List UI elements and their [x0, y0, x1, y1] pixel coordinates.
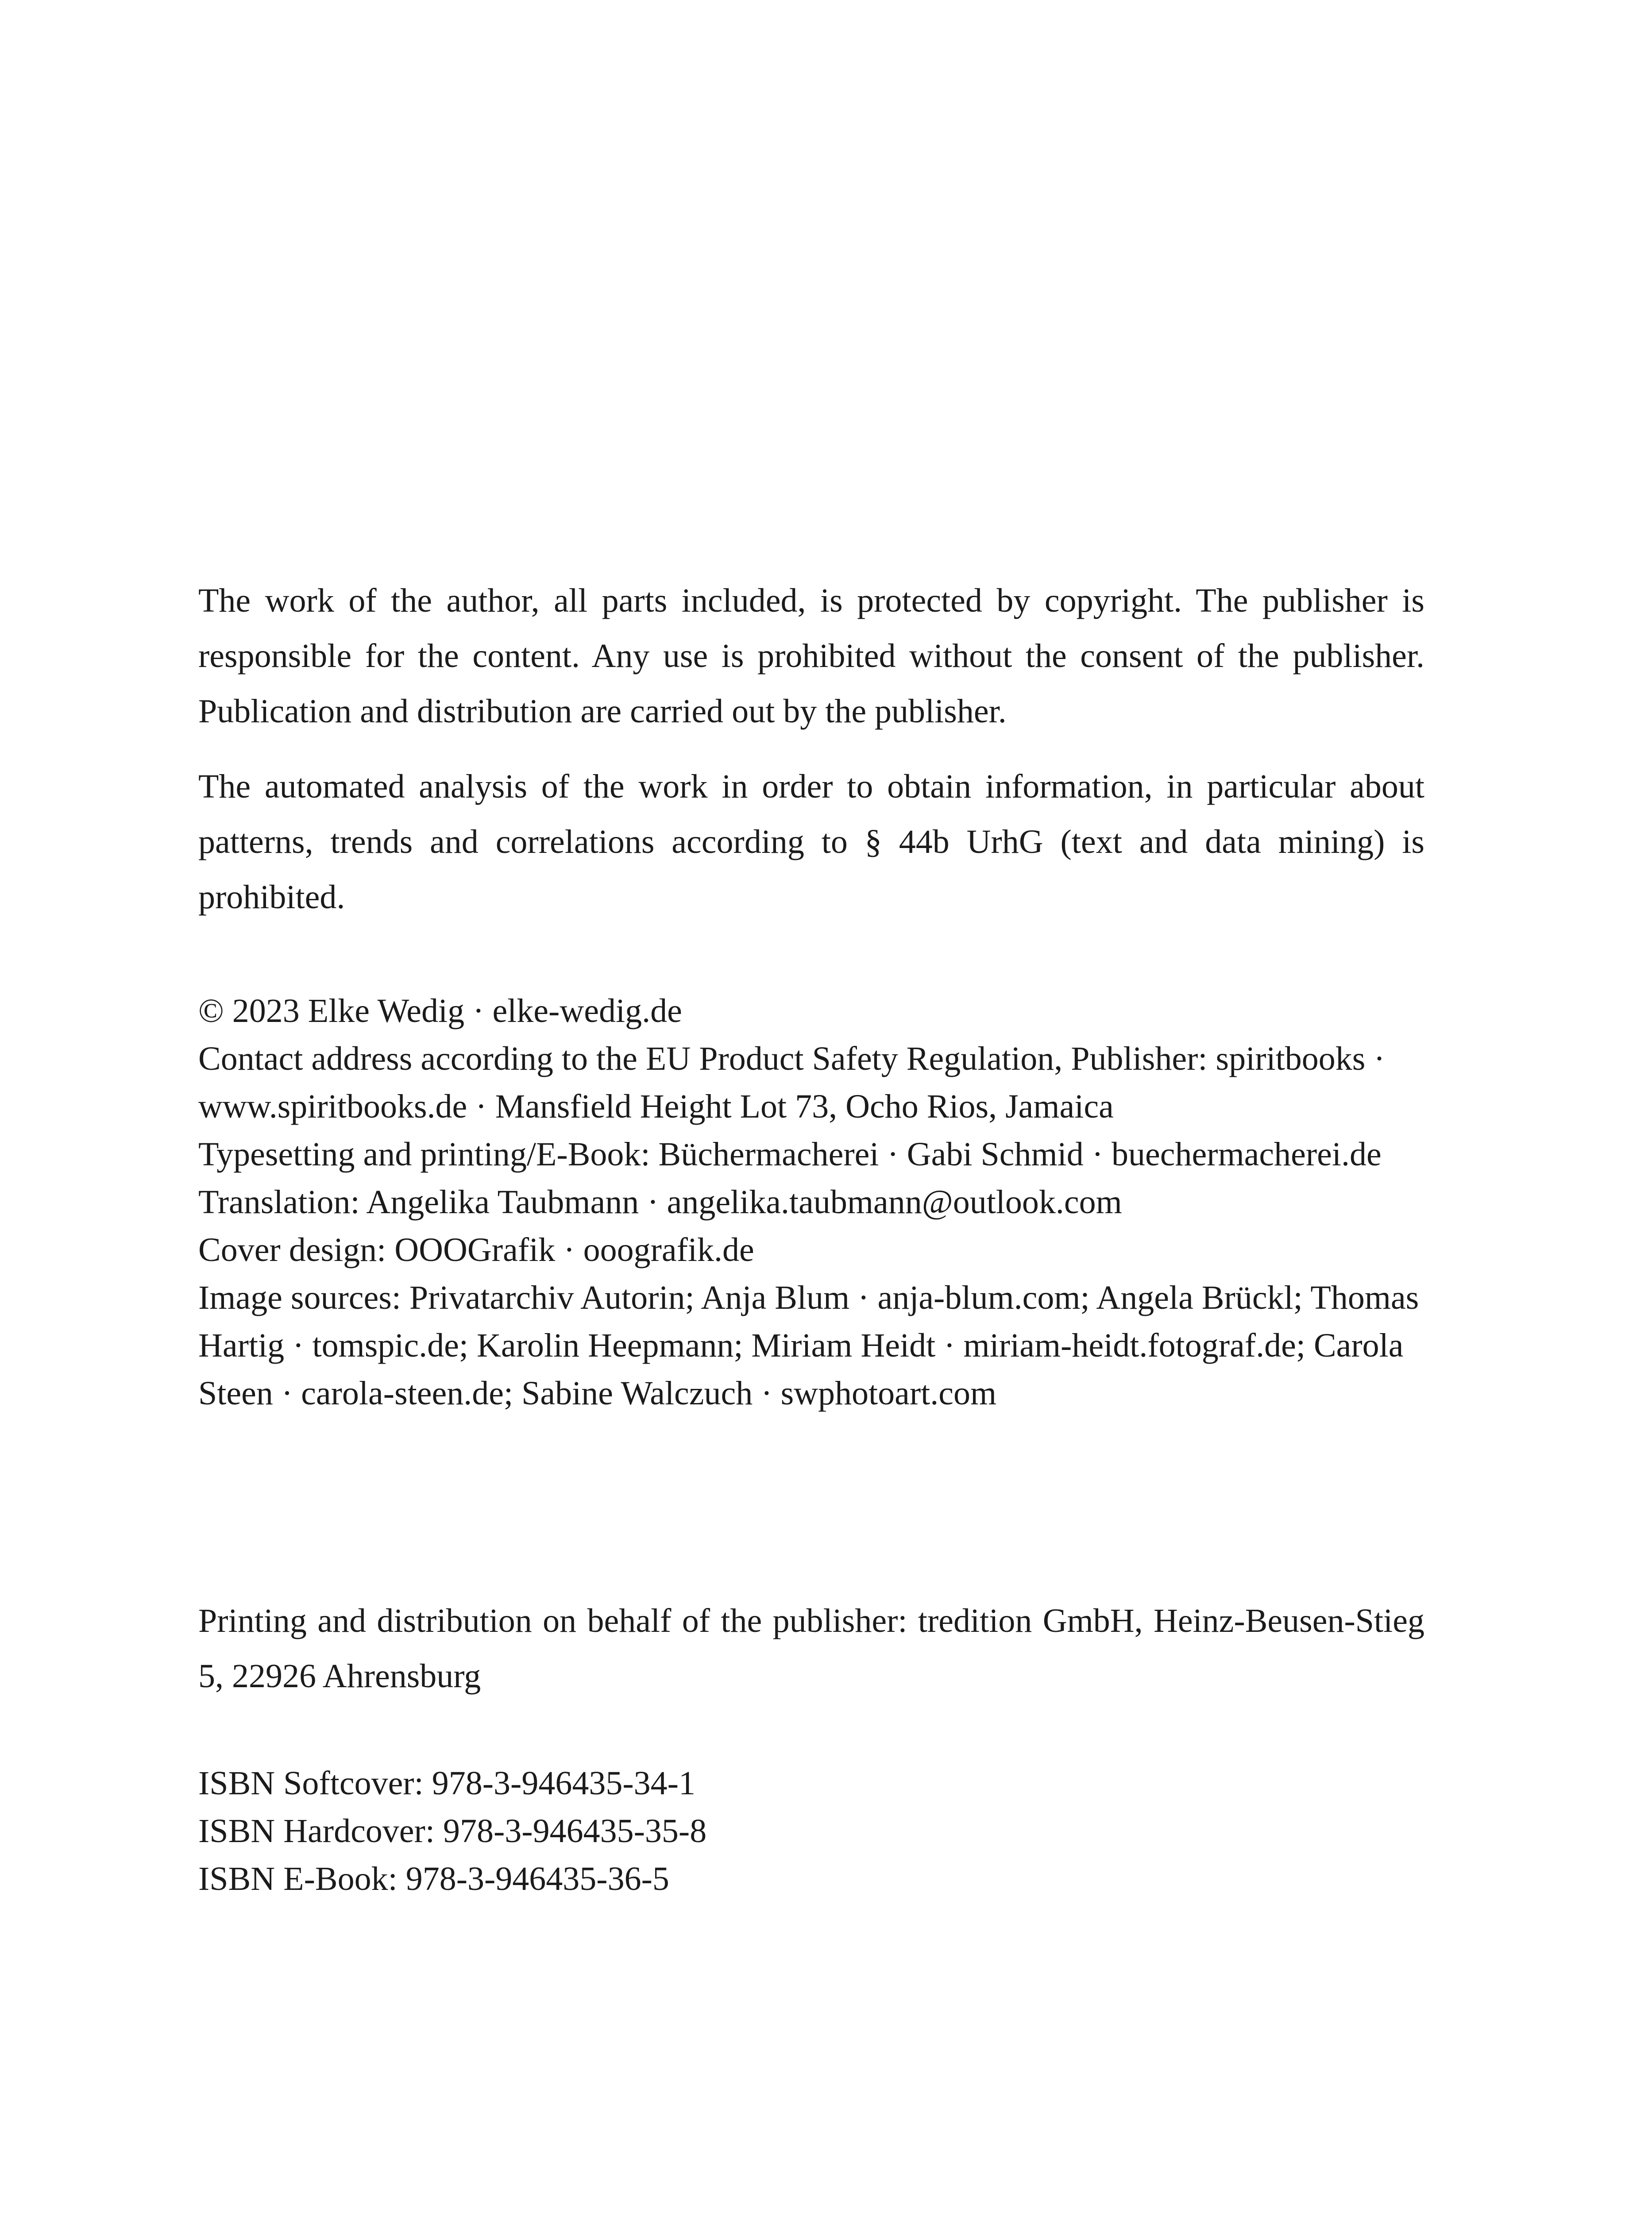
image-sources-credit: Image sources: Privatarchiv Autorin; Anja Blum · anja-blum.com; Angela Brückl; Thomas Hartig · tomspic.de; Karolin Heepmann; Miriam Heidt · miriam-heidt.fotograf.de; Carola Steen · carola-steen.de; Sabine Walczuch · swphotoart.com [198, 1279, 1419, 1412]
printing-notice: Printing and distribution on behalf of the publisher: tredition GmbH, Heinz-Beusen-Stieg 5, 22926 Ahrensburg [198, 1602, 1424, 1695]
text-mining-notice: The automated analysis of the work in order to obtain information, in particular about patterns, trends and correlations according to § 44b UrhG (text and data mining) is prohibited. [198, 768, 1424, 916]
isbn-ebook: ISBN E-Book: 978-3-946435-36-5 [198, 1860, 669, 1897]
isbn-block [198, 1759, 1424, 1903]
contact-address: Contact address according to the EU Product Safety Regulation, Publisher: spiritbooks · www.spiritbooks.de · Mansfield Height Lot 73, Ocho Rios, Jamaica [198, 1040, 1385, 1125]
copyright-notice: The work of the author, all parts included, is protected by copyright. The publisher is responsible for the content. Any use is prohibited without the consent of the publisher. Publication and distribution are carried out by the publisher. [198, 582, 1424, 730]
copyright-line: © 2023 Elke Wedig · elke-wedig.de [198, 992, 682, 1029]
credits-block [198, 987, 1424, 1417]
isbn-hardcover: ISBN Hardcover: 978-3-946435-35-8 [198, 1812, 707, 1850]
cover-design-credit: Cover design: OOOGrafik · ooografik.de [198, 1231, 754, 1268]
isbn-softcover: ISBN Softcover: 978-3-946435-34-1 [198, 1765, 695, 1802]
typesetting-credit: Typesetting and printing/E-Book: Büchermacherei · Gabi Schmid · buechermacherei.de [198, 1136, 1382, 1173]
translation-credit: Translation: Angelika Taubmann · angelika.taubmann@outlook.com [198, 1184, 1122, 1221]
